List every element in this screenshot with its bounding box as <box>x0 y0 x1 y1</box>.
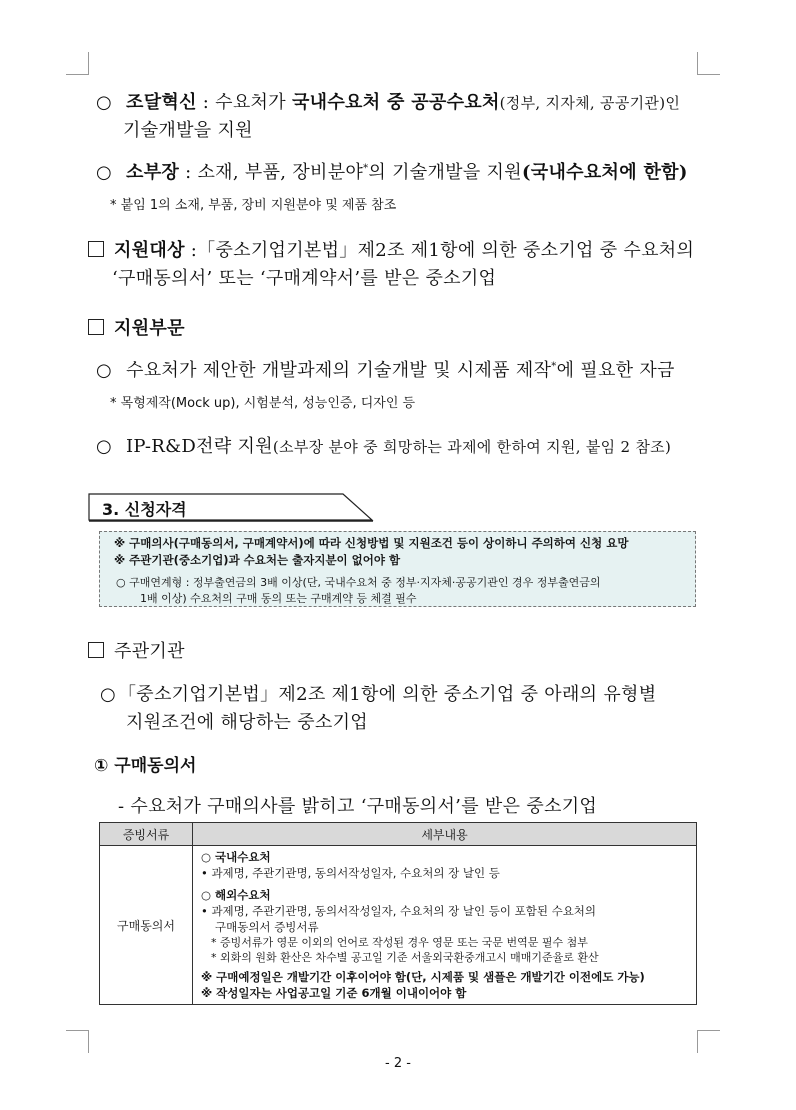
note-no-equity: ※ 주관기관(중소기업)과 수요처는 출자지분이 없어야 함 <box>114 553 401 567</box>
remark-written-date: ※ 작성일자는 사업공고일 기준 6개월 이내이어야 함 <box>201 986 467 1000</box>
target-line2: ‘구매동의서’ 또는 ‘구매계약서’를 받은 중소기업 <box>112 268 497 289</box>
note-purchase-linked-2: 1배 이상) 수요처의 구매 동의 또는 구매계약 등 체결 필수 <box>140 592 417 605</box>
note-purchase-intent: ※ 구매의사(구매동의서, 구매계약서)에 따라 신청방법 및 지원조건 등이 상이하니 주의하여 신청 요망 <box>114 536 629 550</box>
table-header-row <box>100 823 697 846</box>
circle-bullet-icon: ○ <box>96 162 113 183</box>
circle-bullet-icon: ○ <box>96 436 113 457</box>
domestic-item: • 과제명, 주관기관명, 동의서작성일자, 수요처의 장 날인 등 <box>201 866 500 880</box>
circle-bullet-icon: ○ <box>96 92 113 113</box>
overseas-note-currency: * 외화의 원화 환산은 차수별 공고일 기준 서울외국환중개고시 매매기준율로 환산 <box>211 951 599 964</box>
circle-bullet-icon: ○ <box>100 684 117 705</box>
support-item-ip-rnd: ○ IP-R&D전략 지원(소부장 분야 중 희망하는 과제에 한하여 지원, 붙임 2 참조) <box>96 436 672 457</box>
host-item-line2: 지원조건에 해당하는 중소기업 <box>126 712 368 733</box>
overseas-note-translation: * 증빙서류가 영문 이외의 언어로 작성된 경우 영문 또는 국문 번역문 필수 첨부 <box>211 936 588 949</box>
checkbox-square-icon <box>88 319 104 335</box>
host-item: ○ 「중소기업기본법」제2조 제1항에 의한 중소기업 중 아래의 유형별 <box>100 684 657 705</box>
intro-item-sobujang: ○ 소부장 : 소재, 부품, 장비분야*의 기술개발을 지원(국내수요처에 한함) <box>96 162 688 183</box>
section-3-title: 3. 신청자격 <box>102 500 187 519</box>
purchase-consent-heading: ① 구매동의서 <box>94 756 197 776</box>
checkbox-square-icon <box>88 241 104 257</box>
crop-mark-bottom-left <box>66 1030 89 1053</box>
crop-mark-top-right <box>697 52 720 75</box>
checkbox-square-icon <box>88 642 104 658</box>
proof-documents-table <box>99 822 697 1005</box>
intro-item-sobujang-note: * 붙임 1의 소재, 부품, 장비 지원분야 및 제품 참조 <box>110 198 397 213</box>
eligibility-notes-box <box>99 531 696 607</box>
crop-mark-top-left <box>66 52 89 75</box>
overseas-item-cont: 구매동의서 증빙서류 <box>215 920 319 934</box>
overseas-item: • 과제명, 주관기관명, 동의서작성일자, 수요처의 장 날인 등이 포함된 수요처의 <box>201 904 597 918</box>
support-item-funding: ○ 수요처가 제안한 개발과제의 기술개발 및 시제품 제작*에 필요한 자금 <box>96 360 675 381</box>
support-heading: 지원부문 <box>88 314 185 340</box>
host-heading: 주관기관 <box>88 637 185 663</box>
note-purchase-linked-1: ○ 구매연계형 : 정부출연금의 3배 이상(단, 국내수요처 중 정부·지자체·공공기관인 경우 정부출연금의 <box>116 576 601 589</box>
table-header-detail: 세부내용 <box>193 823 697 846</box>
domestic-title: ○ 국내수요처 <box>201 850 271 864</box>
table-header-doc: 증빙서류 <box>100 823 193 846</box>
intro-item-procurement-line2: 기술개발을 지원 <box>123 120 253 141</box>
overseas-title: ○ 해외수요처 <box>201 888 271 902</box>
section-3-tab <box>88 493 374 521</box>
table-row <box>100 846 697 1005</box>
crop-mark-bottom-right <box>697 1030 720 1053</box>
purchase-consent-desc: - 수요처가 구매의사를 밝히고 ‘구매동의서’를 받은 중소기업 <box>118 796 598 817</box>
intro-item-procurement: ○ 조달혁신 : 수요처가 국내수요처 중 공공수요처(정부, 지자체, 공공기관)인 <box>96 92 681 113</box>
table-row-detail <box>193 846 697 1005</box>
support-item-funding-note: * 목형제작(Mock up), 시험분석, 성능인증, 디자인 등 <box>110 396 416 411</box>
remark-purchase-date: ※ 구매예정일은 개발기간 이후이어야 함(단, 시제품 및 샘플은 개발기간 이전에도 가능) <box>201 970 645 984</box>
target-section: 지원대상 :「중소기업기본법」제2조 제1항에 의한 중소기업 중 수요처의 <box>88 236 694 262</box>
table-row-label: 구매동의서 <box>100 846 193 1005</box>
circle-bullet-icon: ○ <box>96 360 113 381</box>
page-number: - 2 - <box>385 1056 411 1071</box>
